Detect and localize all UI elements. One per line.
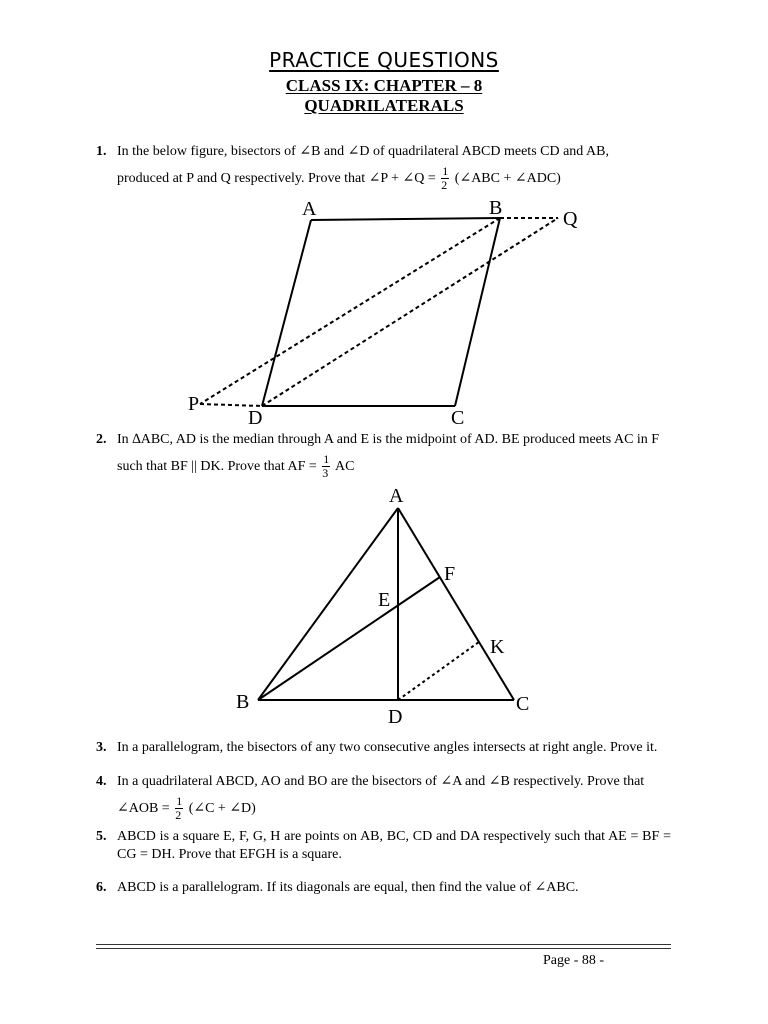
bisector-bp (200, 218, 500, 404)
fraction (441, 165, 449, 192)
side-bc (455, 218, 500, 406)
question-number: 6. (96, 880, 107, 895)
label-q: Q (563, 208, 578, 230)
side-ab (258, 508, 398, 700)
label-d: D (388, 706, 403, 728)
label-p: P (188, 393, 200, 415)
label-d: D (248, 407, 263, 428)
triangle-figure (230, 480, 540, 730)
fraction-numerator: 1 (176, 794, 183, 809)
question-text (117, 768, 671, 822)
label-f: F (444, 563, 456, 585)
segment-dk (398, 642, 479, 700)
text-segment: produced at P and Q respectively. Prove that ∠P + ∠Q = (117, 171, 436, 186)
question-line-1: In the below figure, bisectors of ∠B and ∠D of quadrilateral ABCD meets CD and AB, (117, 144, 609, 159)
label-a: A (389, 485, 404, 507)
question-line-2 (117, 165, 671, 192)
fraction (175, 795, 183, 822)
class-chapter-heading: CLASS IX: CHAPTER – 8 (285, 76, 483, 95)
bisector-dq (262, 218, 558, 406)
fraction-numerator: 1 (442, 164, 449, 179)
fraction-denominator: 2 (175, 808, 182, 823)
question-6 (96, 874, 671, 901)
side-ab (311, 218, 500, 220)
question-number: 1. (96, 144, 107, 159)
text-segment: (∠C + ∠D) (188, 801, 256, 816)
footer-rule (96, 944, 671, 945)
question-5 (96, 828, 671, 864)
text-segment: ∠AOB = (117, 801, 170, 816)
question-line-2 (117, 795, 671, 822)
question-number: 4. (96, 774, 107, 789)
segment-bf (258, 577, 440, 700)
question-number: 5. (96, 829, 107, 844)
label-b: B (489, 198, 503, 219)
page-number: Page - 88 - (543, 953, 605, 968)
extension-pd (200, 404, 262, 406)
question-text: ABCD is a parallelogram. If its diagonals are equal, then find the value of ∠ABC. (117, 880, 579, 895)
question-4 (96, 768, 671, 822)
label-k: K (490, 636, 505, 658)
fraction-numerator: 1 (323, 452, 330, 467)
question-number: 2. (96, 432, 107, 447)
question-3 (96, 734, 671, 761)
page-title: PRACTICE QUESTIONS (269, 48, 499, 72)
question-text (117, 138, 671, 192)
side-ac (398, 508, 514, 700)
text-segment: such that BF || DK. Prove that AF = (117, 459, 317, 474)
question-text (117, 426, 671, 480)
label-c: C (516, 693, 530, 715)
fraction (322, 453, 330, 480)
text-segment: AC (335, 459, 355, 474)
label-b: B (236, 691, 250, 713)
fraction-denominator: 2 (441, 178, 448, 193)
chapter-title: QUADRILATERALS (304, 96, 464, 115)
question-line-1: In a quadrilateral ABCD, AO and BO are the bisectors of ∠A and ∠B respectively. Prove that (117, 774, 645, 789)
side-da (262, 220, 311, 406)
text-segment: (∠ABC + ∠ADC) (454, 171, 561, 186)
question-line-2 (117, 453, 671, 480)
fraction-denominator: 3 (322, 466, 329, 481)
question-text: ABCD is a square E, F, G, H are points on AB, BC, CD and DA respectively such that AE = BF = CG = DH. Prove that EFGH is a square. (117, 829, 671, 862)
question-number: 3. (96, 740, 107, 755)
question-1 (96, 138, 671, 192)
label-c: C (451, 407, 465, 428)
question-text: In a parallelogram, the bisectors of any two consecutive angles intersects at right angle. Prove it. (117, 740, 658, 755)
footer-rule (96, 948, 671, 949)
label-e: E (378, 589, 391, 611)
parallelogram-figure (180, 198, 600, 428)
question-2 (96, 426, 671, 480)
question-line-1: In ∆ABC, AD is the median through A and E is the midpoint of AD. BE produced meets AC in F (117, 432, 660, 447)
label-a: A (302, 198, 317, 220)
